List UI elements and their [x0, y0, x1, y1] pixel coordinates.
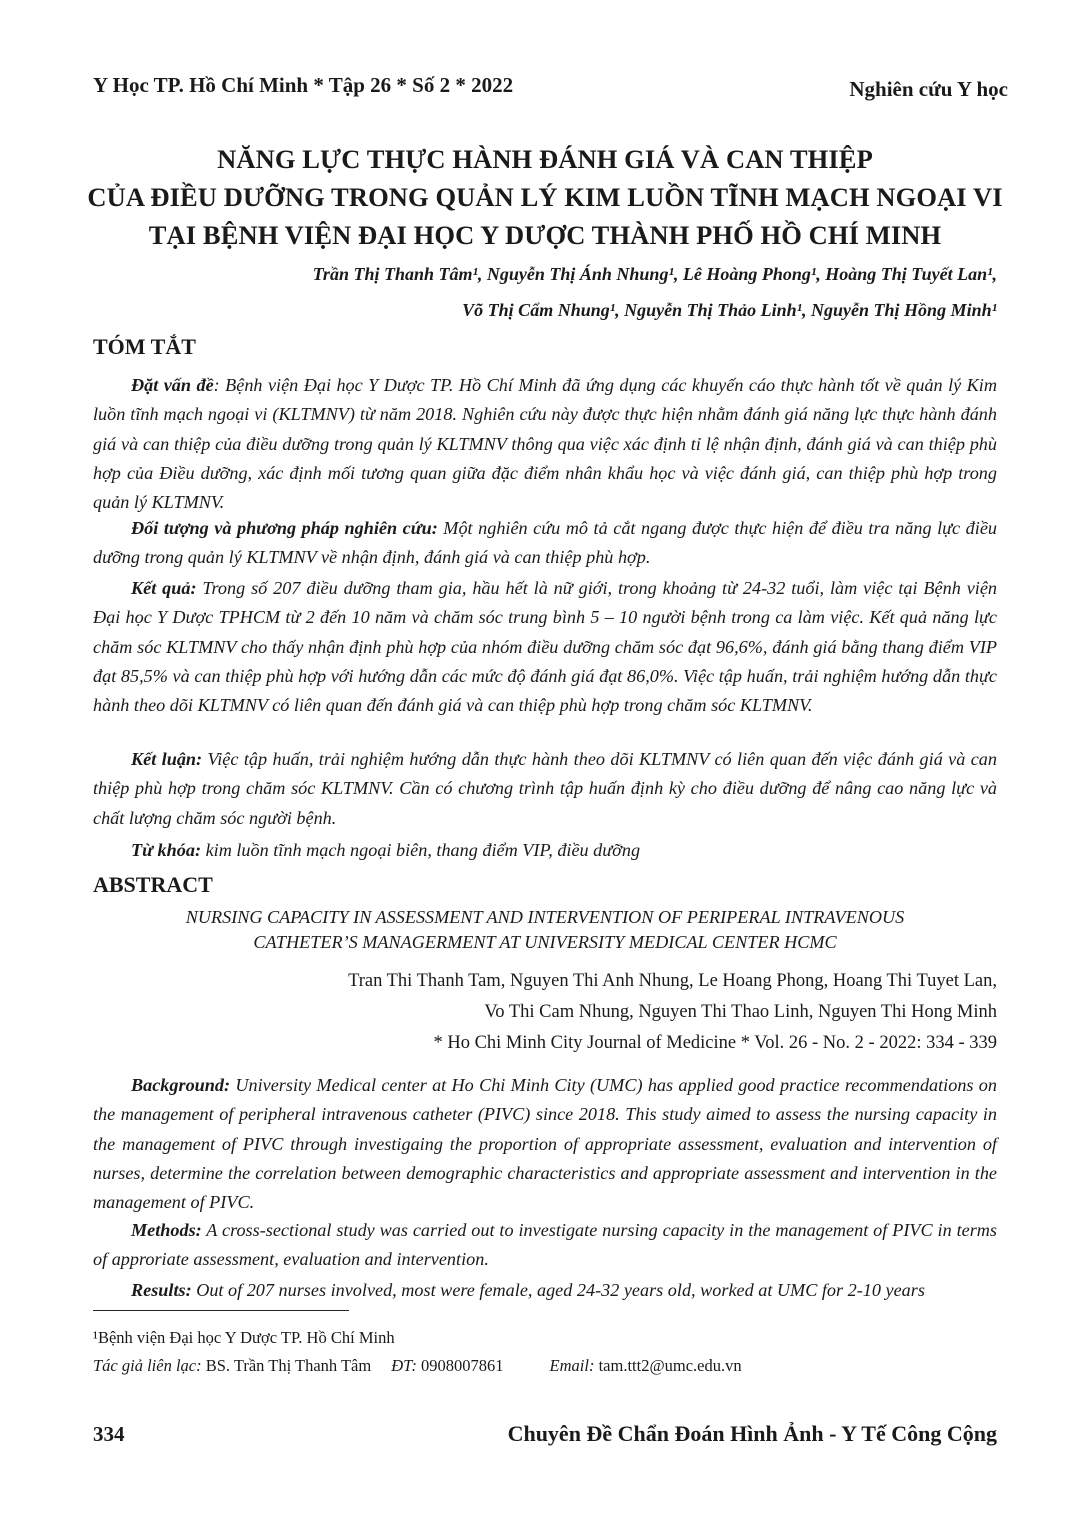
- paragraph-lead: Kết luận:: [131, 749, 203, 769]
- author-line: Trần Thị Thanh Tâm¹, Nguyễn Thị Ánh Nhung¹, Lê Hoàng Phong¹, Hoàng Thị Tuyết Lan¹,: [312, 264, 997, 284]
- english-title-line: NURSING CAPACITY IN ASSESSMENT AND INTERVENTION OF PERIPERAL INTRAVENOUS: [185, 907, 905, 927]
- phone-label: ĐT:: [391, 1356, 417, 1375]
- paragraph-text: Out of 207 nurses involved, most were female, aged 24-32 years old, worked at UMC for 2-10 years: [191, 1280, 925, 1300]
- paragraph-text: : Bệnh viện Đại học Y Dược TP. Hồ Chí Minh đã ứng dụng các khuyến cáo thực hành tốt về quản lý Kim luồn tĩnh mạch ngoại vi (KLTMNV) từ năm 2018. Nghiên cứu này được thực hiện nhằm đánh giá năng lực thực hành đánh giá và can thiệp của điều dưỡng trong quản lý KLTMNV thông qua việc xác định tỉ lệ nhận định, đánh giá và can thiệp phù hợp của Điều dưỡng, xác định mối tương quan giữa đặc điểm nhân khẩu học và việc đánh giá, can thiệp phù hợp trong quản lý KLTMNV.: [93, 375, 997, 513]
- abstract-results: [93, 1276, 997, 1305]
- paragraph-text: Việc tập huấn, trải nghiệm hướng dẫn thực hành theo dõi KLTMNV có liên quan đến việc đánh giá và can thiệp phù hợp trong chăm sóc KLTMNV. Cần có chương trình tập huấn định kỳ cho điều dưỡng để nâng cao năng lực và chất lượng chăm sóc người bệnh.: [93, 749, 997, 828]
- abstract-methods: [93, 1216, 997, 1275]
- email-label: Email:: [549, 1356, 595, 1375]
- title-line: NĂNG LỰC THỰC HÀNH ĐÁNH GIÁ VÀ CAN THIỆP: [217, 144, 873, 174]
- contact-name: BS. Trần Thị Thanh Tâm: [201, 1356, 372, 1375]
- section-name: Nghiên cứu Y học: [849, 76, 1008, 101]
- summary-heading: TÓM TẮT: [93, 334, 196, 359]
- paragraph-text: Một nghiên cứu mô tả cắt ngang được thực hiện để điều tra năng lực điều dưỡng trong quản lý KLTMNV về nhận định, đánh giá và can thiệp phù hợp.: [93, 518, 997, 568]
- paragraph-text: A cross-sectional study was carried out to investigate nursing capacity in the management of PIVC in terms of approriate assessment, evaluation and intervention.: [93, 1220, 997, 1270]
- author-list-vn: [313, 256, 997, 328]
- page-number: 334: [93, 1421, 125, 1446]
- author-line: Tran Thi Thanh Tam, Nguyen Thi Anh Nhung, Le Hoang Phong, Hoang Thi Tuyet Lan,: [348, 971, 997, 991]
- english-title: [60, 905, 1030, 955]
- summary-methods: [93, 514, 997, 573]
- author-line: Võ Thị Cẩm Nhung¹, Nguyễn Thị Thảo Linh¹, Nguyễn Thị Hồng Minh¹: [462, 300, 997, 320]
- affiliation-footnote: ¹Bệnh viện Đại học Y Dược TP. Hồ Chí Minh: [93, 1328, 395, 1347]
- paragraph-lead: Kết quả:: [131, 578, 197, 598]
- paragraph-lead: Background:: [131, 1075, 231, 1095]
- phone-number: 0908007861: [416, 1356, 504, 1375]
- paragraph-lead: Results:: [131, 1280, 192, 1300]
- paragraph-lead: Đặt vấn đề: [131, 375, 214, 395]
- paragraph-lead: Đối tượng và phương pháp nghiên cứu:: [131, 518, 438, 538]
- running-header: [93, 70, 1008, 100]
- paragraph-text: University Medical center at Ho Chi Minh City (UMC) has applied good practice recommendations on the management of peripheral intravenous catheter (PIVC) since 2018. This study aimed to assess the nursing capacity in the management of PIVC through investigaing the proportion of appropriate assessment, evaluation and intervention of nurses, determine the correlation between demographic characteristics and appropriate assessment and intervention in the management of PIVC.: [93, 1075, 997, 1213]
- paragraph-text: kim luồn tĩnh mạch ngoại biên, thang điểm VIP, điều dưỡng: [201, 840, 641, 860]
- paragraph-text: Trong số 207 điều dưỡng tham gia, hầu hết là nữ giới, trong khoảng từ 24-32 tuổi, làm việc tại Bệnh viện Đại học Y Dược TPHCM từ 2 đến 10 năm và chăm sóc trung bình 5 – 10 người bệnh trong ca làm việc. Kết quả năng lực chăm sóc KLTMNV cho thấy nhận định phù hợp của nhóm điều dưỡng chăm sóc đạt 96,6%, đánh giá bằng thang điểm VIP đạt 85,5% và can thiệp phù hợp với hướng dẫn các mức độ đánh giá đạt 86,0%. Việc tập huấn, trải nghiệm hướng dẫn thực hành theo dõi KLTMNV có liên quan đến đánh giá và can thiệp phù hợp trong chăm sóc KLTMNV.: [93, 578, 997, 716]
- issue-theme: Chuyên Đề Chẩn Đoán Hình Ảnh - Y Tế Công Cộng: [507, 1421, 997, 1446]
- paragraph-lead: Từ khóa:: [131, 840, 202, 860]
- summary-keywords: [93, 836, 997, 865]
- footnote-divider: [93, 1310, 349, 1311]
- summary-conclusion: [93, 745, 997, 833]
- abstract-heading: ABSTRACT: [93, 872, 213, 897]
- summary-results: [93, 574, 997, 720]
- article-title: [60, 140, 1030, 254]
- english-title-line: CATHETER’S MANAGERMENT AT UNIVERSITY MEDICAL CENTER HCMC: [253, 932, 837, 952]
- title-line: TẠI BỆNH VIỆN ĐẠI HỌC Y DƯỢC THÀNH PHỐ HỒ CHÍ MINH: [148, 220, 942, 250]
- journal-name: Y Học TP. Hồ Chí Minh * Tập 26 * Số 2 * 2022: [93, 72, 514, 97]
- author-line: Vo Thi Cam Nhung, Nguyen Thi Thao Linh, Nguyen Thi Hong Minh: [484, 1002, 997, 1022]
- title-line: CỦA ĐIỀU DƯỠNG TRONG QUẢN LÝ KIM LUỒN TĨNH MẠCH NGOẠI VI: [87, 182, 1003, 212]
- email-address: tam.ttt2@umc.edu.vn: [594, 1356, 742, 1375]
- paragraph-lead: Methods:: [131, 1220, 202, 1240]
- page-footer: [93, 1418, 997, 1450]
- contact-footnote: [93, 1354, 742, 1378]
- summary-background: [93, 371, 997, 517]
- author-list-en: [348, 966, 997, 1059]
- abstract-background: [93, 1071, 997, 1217]
- contact-label: Tác giả liên lạc:: [93, 1356, 202, 1375]
- citation-line: * Ho Chi Minh City Journal of Medicine * Vol. 26 - No. 2 - 2022: 334 - 339: [433, 1033, 997, 1053]
